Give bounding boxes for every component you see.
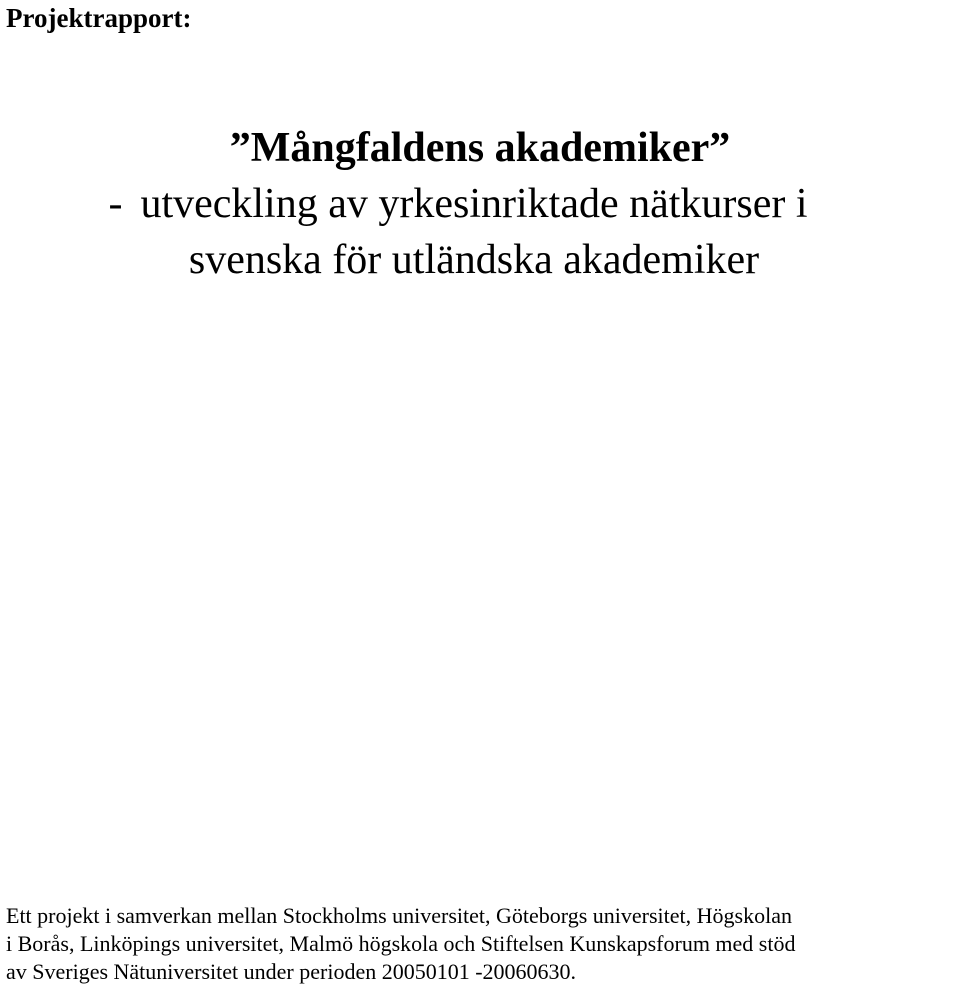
title-block xyxy=(0,120,960,288)
description-line-1: Ett projekt i samverkan mellan Stockholms universitet, Göteborgs universitet, Högskolan xyxy=(6,903,792,928)
subtitle-line-2: svenska för utländska akademiker xyxy=(188,237,760,283)
description-line-2: i Borås, Linköpings universitet, Malmö högskola och Stiftelsen Kunskapsforum med stöd xyxy=(6,931,796,956)
main-title: ”Mångfaldens akademiker” xyxy=(229,125,731,171)
project-description xyxy=(6,902,958,986)
subtitle-dash: - xyxy=(108,181,123,227)
subtitle-line-1 xyxy=(0,176,938,232)
description-line-3: av Sveriges Nätuniversitet under perioden 20050101 -20060630. xyxy=(6,959,577,984)
subtitle-line-1-text: utveckling av yrkesinriktade nätkurser i xyxy=(140,181,808,227)
report-type-label: Projektrapport: xyxy=(6,3,192,33)
